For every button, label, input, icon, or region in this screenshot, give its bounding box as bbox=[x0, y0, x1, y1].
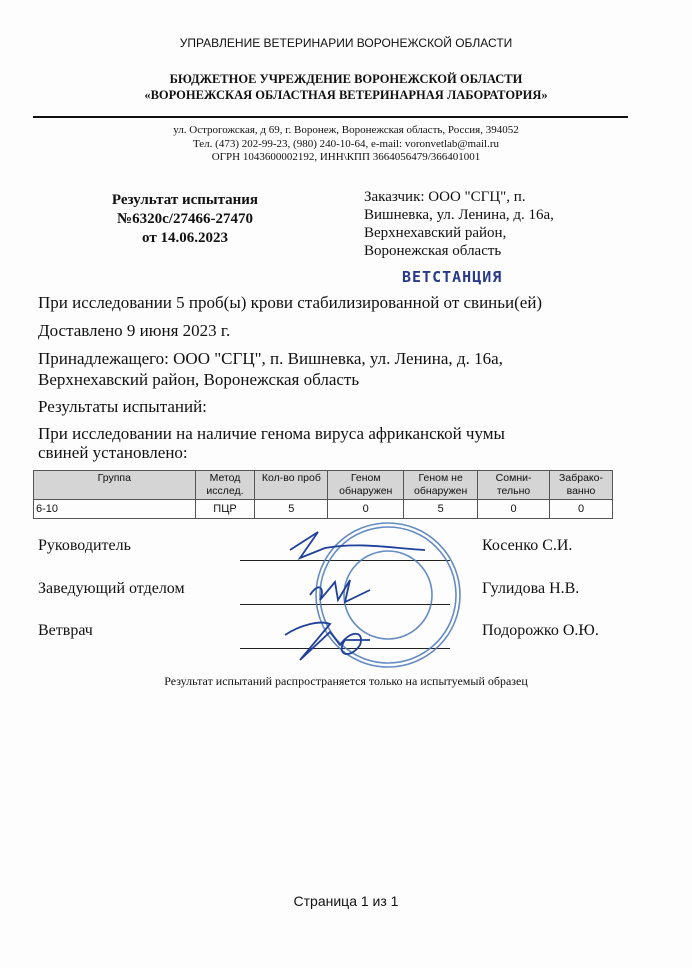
ministry-heading: УПРАВЛЕНИЕ ВЕТЕРИНАРИИ ВОРОНЕЖСКОЙ ОБЛАСТИ bbox=[179, 36, 513, 50]
org-line-1: БЮДЖЕТНОЕ УЧРЕЖДЕНИЕ ВОРОНЕЖСКОЙ ОБЛАСТИ bbox=[169, 72, 523, 86]
table-header-row bbox=[34, 471, 613, 500]
result-date: от 14.06.2023 bbox=[142, 230, 228, 246]
signature-role: Заведующий отделом bbox=[38, 580, 185, 597]
owner-line: Верхнехавский район, Воронежская область bbox=[38, 370, 360, 389]
result-title: Результат испытания bbox=[111, 192, 259, 208]
header-divider bbox=[33, 116, 628, 118]
col-header: Кол-во проб bbox=[255, 471, 328, 500]
ogrn: ОГРН 1043600002192, ИНН\КПП 3664056479/366401001 bbox=[211, 151, 481, 163]
handwritten-signatures bbox=[285, 532, 425, 660]
body-p3 bbox=[38, 348, 638, 390]
phone: Тел. (473) 202-99-23, (980) 240-10-64, e-mail: voronvetlab@mail.ru bbox=[192, 137, 499, 150]
cell: 5 bbox=[404, 500, 478, 519]
signature-name: Гулидова Н.В. bbox=[482, 580, 580, 597]
signature-name: Косенко С.И. bbox=[482, 537, 573, 554]
org-line-2: «ВОРОНЕЖСКАЯ ОБЛАСТНАЯ ВЕТЕРИНАРНАЯ ЛАБОРАТОРИЯ» bbox=[144, 88, 548, 102]
result-number: №6320с/27466-27470 bbox=[117, 211, 253, 227]
footer-note: Результат испытаний распространяется только на испытуемый образец bbox=[164, 674, 528, 688]
customer-line: Верхнехавский район, bbox=[364, 225, 507, 241]
cell: 6-10 bbox=[34, 500, 196, 519]
results-table bbox=[33, 470, 613, 519]
signature-role: Руководитель bbox=[38, 537, 131, 554]
cell: 0 bbox=[328, 500, 404, 519]
body-p5 bbox=[38, 424, 638, 462]
cell: 0 bbox=[478, 500, 550, 519]
col-header: Геном обнаружен bbox=[328, 471, 404, 500]
seal-and-signatures bbox=[280, 520, 480, 670]
finding-line: При исследовании на наличие генома вируса африканской чумы bbox=[38, 424, 505, 443]
col-header: Группа bbox=[34, 471, 196, 500]
table-row bbox=[34, 500, 613, 519]
vetstation-stamp: ВЕТСТАНЦИЯ bbox=[402, 268, 503, 286]
body-p1: При исследовании 5 проб(ы) крови стабилизированной от свиньи(ей) bbox=[38, 293, 543, 312]
col-header: Сомни-тельно bbox=[478, 471, 550, 500]
cell: 0 bbox=[550, 500, 613, 519]
col-header: Метод исслед. bbox=[195, 471, 255, 500]
col-header: Геном не обнаружен bbox=[404, 471, 478, 500]
finding-line: свиней установлено: bbox=[38, 443, 188, 462]
customer-line: Заказчик: ООО "СГЦ", п. bbox=[364, 189, 526, 205]
org-contacts bbox=[0, 124, 692, 165]
cell: ПЦР bbox=[195, 500, 255, 519]
cell: 5 bbox=[255, 500, 328, 519]
col-header: Забрако-ванно bbox=[550, 471, 613, 500]
body-p2: Доставлено 9 июня 2023 г. bbox=[38, 321, 231, 340]
page-number: Страница 1 из 1 bbox=[293, 893, 399, 909]
owner-line: Принадлежащего: ООО "СГЦ", п. Вишневка, ул. Ленина, д. 16а, bbox=[38, 349, 503, 368]
customer-line: Вишневка, ул. Ленина, д. 16а, bbox=[364, 207, 554, 223]
result-title-block bbox=[70, 191, 300, 248]
signature-name: Подорожко О.Ю. bbox=[482, 622, 599, 639]
body-p4: Результаты испытаний: bbox=[38, 397, 207, 416]
customer-line: Воронежская область bbox=[364, 243, 502, 259]
signature-role: Ветврач bbox=[38, 622, 93, 639]
customer-block bbox=[364, 188, 624, 260]
org-heading bbox=[0, 71, 692, 103]
address: ул. Острогожская, д 69, г. Воронеж, Воронежская область, Россия, 394052 bbox=[173, 124, 519, 136]
